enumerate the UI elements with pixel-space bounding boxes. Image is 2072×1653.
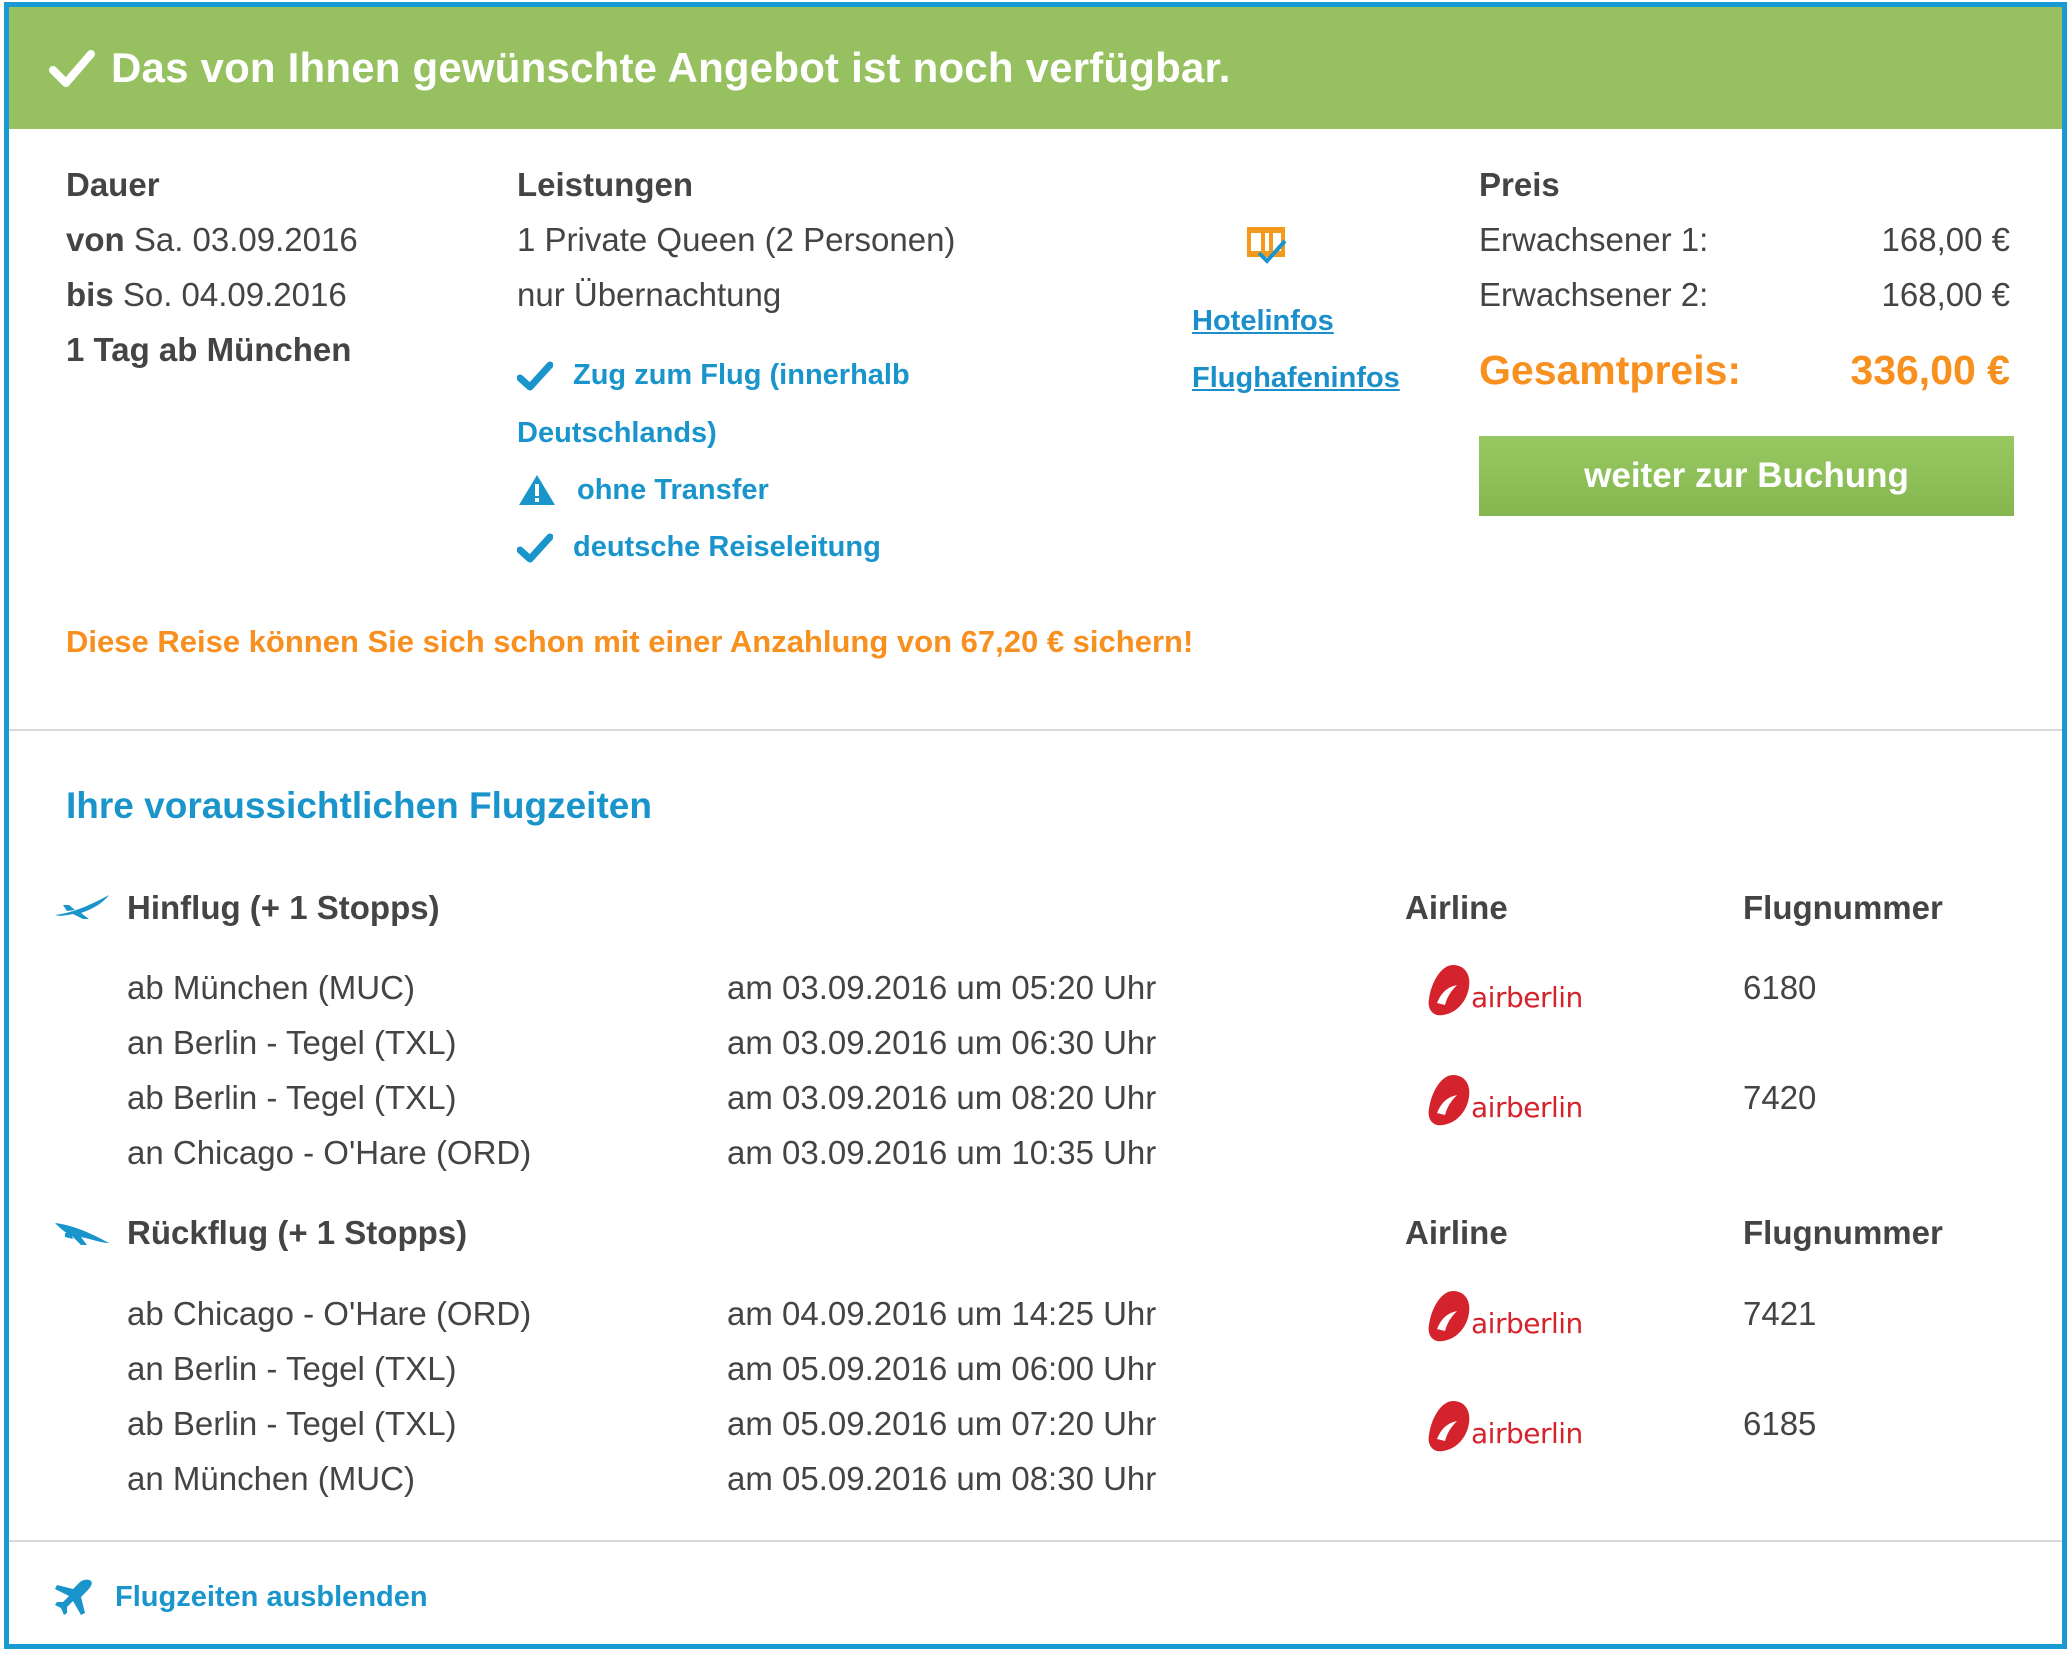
airberlin-mark-icon (1427, 963, 1473, 1019)
hide-flight-times-label[interactable]: Flugzeiten ausblenden (115, 1580, 428, 1613)
section-divider (9, 1540, 2062, 1542)
outbound-row-3-time: am 03.09.2016 um 08:20 Uhr (727, 1079, 1157, 1116)
date-from-value: Sa. 03.09.2016 (133, 221, 358, 258)
date-from (66, 220, 358, 260)
checkmark-icon (517, 533, 553, 563)
date-from-label: von (66, 221, 125, 258)
airplane-icon (55, 1577, 95, 1617)
total-price-value: 336,00 € (1850, 347, 2010, 393)
airline-name: airberlin (1471, 1091, 1583, 1124)
airline-column-header: Airline (1405, 889, 1508, 926)
total-price-label: Gesamtpreis: (1479, 347, 1742, 393)
leistungen-heading: Leistungen (517, 166, 694, 203)
airline-name: airberlin (1471, 981, 1583, 1014)
feature-tour-guide (517, 531, 881, 564)
outbound-row-2-place: an Berlin - Tegel (TXL) (127, 1024, 457, 1061)
airberlin-logo (1427, 963, 1583, 1025)
hide-flight-times-link[interactable] (55, 1577, 428, 1617)
duration-summary: 1 Tag ab München (66, 331, 352, 368)
flight-number-column-header: Flugnummer (1743, 889, 1943, 926)
outbound-title: Hinflug (+ 1 Stopps) (127, 889, 440, 926)
board-type: nur Übernachtung (517, 276, 782, 313)
date-to-label: bis (66, 276, 114, 313)
plane-departure-icon (53, 891, 111, 921)
price-adult-2-label: Erwachsener 2: (1479, 276, 1709, 313)
price-heading: Preis (1479, 166, 1560, 203)
date-to-value: So. 04.09.2016 (122, 276, 347, 313)
room-type: 1 Private Queen (2 Personen) (517, 221, 956, 258)
feature-label: ohne Transfer (577, 473, 769, 506)
section-divider (9, 729, 2062, 731)
return-row-3-flight: 6185 (1743, 1405, 1817, 1442)
banner-title: Das von Ihnen gewünschte Angebot ist noch verfügbar. (111, 44, 1231, 91)
airberlin-mark-icon (1427, 1289, 1473, 1345)
airport-info-link[interactable]: Flughafeninfos (1192, 362, 1400, 394)
price-adult-1-label: Erwachsener 1: (1479, 221, 1709, 258)
checkmark-icon (49, 45, 95, 91)
outbound-row-1-time: am 03.09.2016 um 05:20 Uhr (727, 969, 1157, 1006)
availability-banner (9, 7, 2062, 129)
outbound-row-4-place: an Chicago - O'Hare (ORD) (127, 1134, 532, 1171)
warning-icon (517, 473, 557, 507)
hotel-info-link[interactable]: Hotelinfos (1192, 305, 1334, 337)
continue-booking-button[interactable]: weiter zur Buchung (1479, 436, 2014, 516)
dauer-heading: Dauer (66, 166, 160, 203)
date-to (66, 275, 347, 315)
airberlin-logo (1427, 1073, 1583, 1135)
airberlin-mark-icon (1427, 1073, 1473, 1129)
outbound-row-3-place: ab Berlin - Tegel (TXL) (127, 1079, 457, 1116)
outbound-row-1-flight: 6180 (1743, 969, 1817, 1006)
return-row-2-time: am 05.09.2016 um 06:00 Uhr (727, 1350, 1157, 1387)
airline-name: airberlin (1471, 1417, 1583, 1450)
feature-train-to-flight-cont (517, 417, 717, 450)
outbound-row-4-time: am 03.09.2016 um 10:35 Uhr (727, 1134, 1157, 1171)
return-row-3-place: ab Berlin - Tegel (TXL) (127, 1405, 457, 1442)
offer-panel (4, 2, 2067, 1649)
airberlin-logo (1427, 1289, 1583, 1351)
return-row-3-time: am 05.09.2016 um 07:20 Uhr (727, 1405, 1157, 1442)
airline-name: airberlin (1471, 1307, 1583, 1340)
deposit-note: Diese Reise können Sie sich schon mit einer Anzahlung von 67,20 € sichern! (66, 624, 1194, 659)
flight-times-heading: Ihre voraussichtlichen Flugzeiten (66, 785, 652, 826)
plane-arrival-icon (53, 1217, 111, 1247)
feature-label: Zug zum Flug (innerhalb (573, 359, 910, 391)
return-row-1-time: am 04.09.2016 um 14:25 Uhr (727, 1295, 1157, 1332)
return-row-4-time: am 05.09.2016 um 08:30 Uhr (727, 1460, 1157, 1497)
outbound-row-1-place: ab München (MUC) (127, 969, 415, 1006)
feature-label: Deutschlands) (517, 417, 717, 449)
price-adult-2-value: 168,00 € (1881, 276, 2010, 313)
airberlin-logo (1427, 1399, 1583, 1461)
flight-number-column-header: Flugnummer (1743, 1214, 1943, 1251)
outbound-row-3-flight: 7420 (1743, 1079, 1817, 1116)
return-row-1-flight: 7421 (1743, 1295, 1817, 1332)
hotel-rating-icon (1245, 225, 1289, 265)
return-row-2-place: an Berlin - Tegel (TXL) (127, 1350, 457, 1387)
return-row-4-place: an München (MUC) (127, 1460, 415, 1497)
checkmark-icon (517, 361, 553, 391)
feature-label: deutsche Reiseleitung (573, 531, 881, 563)
feature-no-transfer (517, 473, 769, 507)
price-adult-1-value: 168,00 € (1881, 221, 2010, 258)
airline-column-header: Airline (1405, 1214, 1508, 1251)
return-row-1-place: ab Chicago - O'Hare (ORD) (127, 1295, 532, 1332)
outbound-row-2-time: am 03.09.2016 um 06:30 Uhr (727, 1024, 1157, 1061)
feature-train-to-flight (517, 359, 910, 392)
airberlin-mark-icon (1427, 1399, 1473, 1455)
return-title: Rückflug (+ 1 Stopps) (127, 1214, 468, 1251)
